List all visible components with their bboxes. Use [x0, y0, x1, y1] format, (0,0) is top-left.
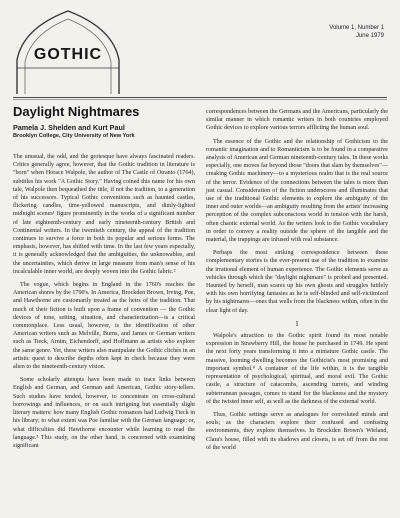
section-number: I — [295, 319, 299, 328]
paragraph: correspondences between the Germans and the Americans, particularly the similar manner in which romantic writers in both countries employed Gothic devices to explore various terrors afflicting the human soul. — [206, 109, 388, 132]
journal-name: GOTHIC — [33, 46, 103, 63]
left-column — [13, 104, 195, 455]
article-title: Daylight Nightmares — [13, 104, 140, 119]
paragraph: Some scholarly attempts have been made to trace links between English and German, and German and American, Gothic story-tellers. Such studies have tended, however, to concentrate on cross-cultural borrowings and influences, or on such intriguing but essentially slight literary matters: how many English Gothic romances had Ludwig Tieck in his library; to what extent was Poe familiar with the German language; or, what difficulties did Hawthorne encounter while learning to read the language.³ This study, on the other hand, is concerned with examining significant — [13, 377, 195, 449]
date-line: June 1979 — [355, 33, 384, 39]
paragraph: The vogue, which begins in England in the 1760's reaches the American shores by the 1790's. In America, Brockden Brown, Irving, Poe, and Hawthorne are customarily treated as the heirs of the tradition. That much of their fiction is built upon a frame of convention — the Gothic devices of tone, setting, situation, and characterization—is a critical commonplace. Less usual, however, is the identification of other American writers such as Melville, Burns, and James or German writers such as Tieck, Arnim, Eichendorff, and Hoffmann as artists who explore the same genre. Yet, these writers also manipulate the Gothic clichés in an artistic quest to describe depths often kept in check because they were alien to the nineteenth-century vision. — [13, 282, 195, 371]
article-authors: Pamela J. Shelden and Kurt Paul — [13, 123, 125, 132]
paragraph: Thus, Gothic settings serve as analogues for convoluted minds and souls; as the characters explore their confused and confusing environments, they explore themselves. In Brockden Brown's Wieland, Clara's house, filled with its shadows and closets, is set off from the rest of the world — [206, 411, 388, 451]
header-rule — [13, 97, 387, 98]
right-column — [206, 108, 388, 457]
paragraph: The unusual, the odd, and the grotesque have always fascinated readers. Critics generally agree, however, that the Gothic tradition in literature is "born" when Horace Walpole, the author of The Castle of Otranto (1764), subtitles his work "A Gothic Story." Having coined this name for his own tale, Walpole then bequeathed the title, if not the tradition, to a generation of his successors. Typical Gothic conventions such as haunted castles, flickering candles, time-yellowed manuscripts, and dimly-lighted midnight scenes¹ figure prominently in the works of a significant number of late eighteenth-century and early nineteenth-century British and Continental writers. In the twentieth century, the appeal of the tradition continues to survive a force in both its popular and serious forms. The emphasis, however, has shifted with time. In the last few years especially, it is generally acknowledged that the ambiguities, the unknowables, and the uncertainties, which derive in large measure from man's sense of his incalculable inner world, are deeply woven into the Gothic fabric.² — [13, 154, 195, 275]
volume-line: Volume 1, Number 1 — [329, 25, 384, 31]
paragraph: Perhaps the most striking correspondence between these complementary stories is the ever-present use of the tradition to examine the irrational element of human experience. The Gothic elements serve as vehicles through which the "daylight nightmare" is probed and presented. Haunted by herself, man scares up his own ghosts and struggles futilely with his own horrifying fantasies as he is self-blinded and self-victimized by his nightmares—ones that wells from the blackness within, often in the clear light of day. — [206, 250, 388, 314]
paragraph: The essence of the Gothic and the relationship of Gothicism to the romantic imagination and to Romanticism is to be found in a comparative analysis of American and German nineteenth-century tales. In these works especially, one moves far beyond those "doors that slam by themselves"—creaking Gothic machinery—to a mysterious realm that is the real source of the terror. Evidence of the connections between the tales is more than just casual. Consideration of the fiction underscores and illuminates that use of the traditional Gothic elements to explore the ambiguity of the inner and outer worlds—an ambiguity resulting from the artists' increasing perception of the complex subconscious world in tension with the harsh, often chaotic external world. As the writers look to the Gothic vocabulary in order to convey a reality outside the sphere of the tangible and the material, the trappings are infused with real substance. — [206, 138, 389, 244]
paragraph: Walpole's attraction to the Gothic spirit found its most notable expression in Strawberry Hill, the house he purchased in 1749. He spent the next forty years transforming it into a miniature Gothic castle. The massive, looming dwelling becomes the Gothicist's most promising and important symbol.⁴ A container of the life within, it is the tangible representation of psychological, spiritual, and moral evil. The Gothic castle, a structure of catacombs, ascending turrets, and winding subterranean passages, comes to stand for the blackness and the mystery of the twisted inner self, as well as the darkness of the external world. — [206, 333, 388, 405]
issue-info — [329, 24, 384, 40]
author-affiliation: Brooklyn College, City University of New York — [13, 133, 135, 139]
journal-masthead — [13, 8, 123, 94]
header-rule-secondary — [13, 99, 387, 100]
